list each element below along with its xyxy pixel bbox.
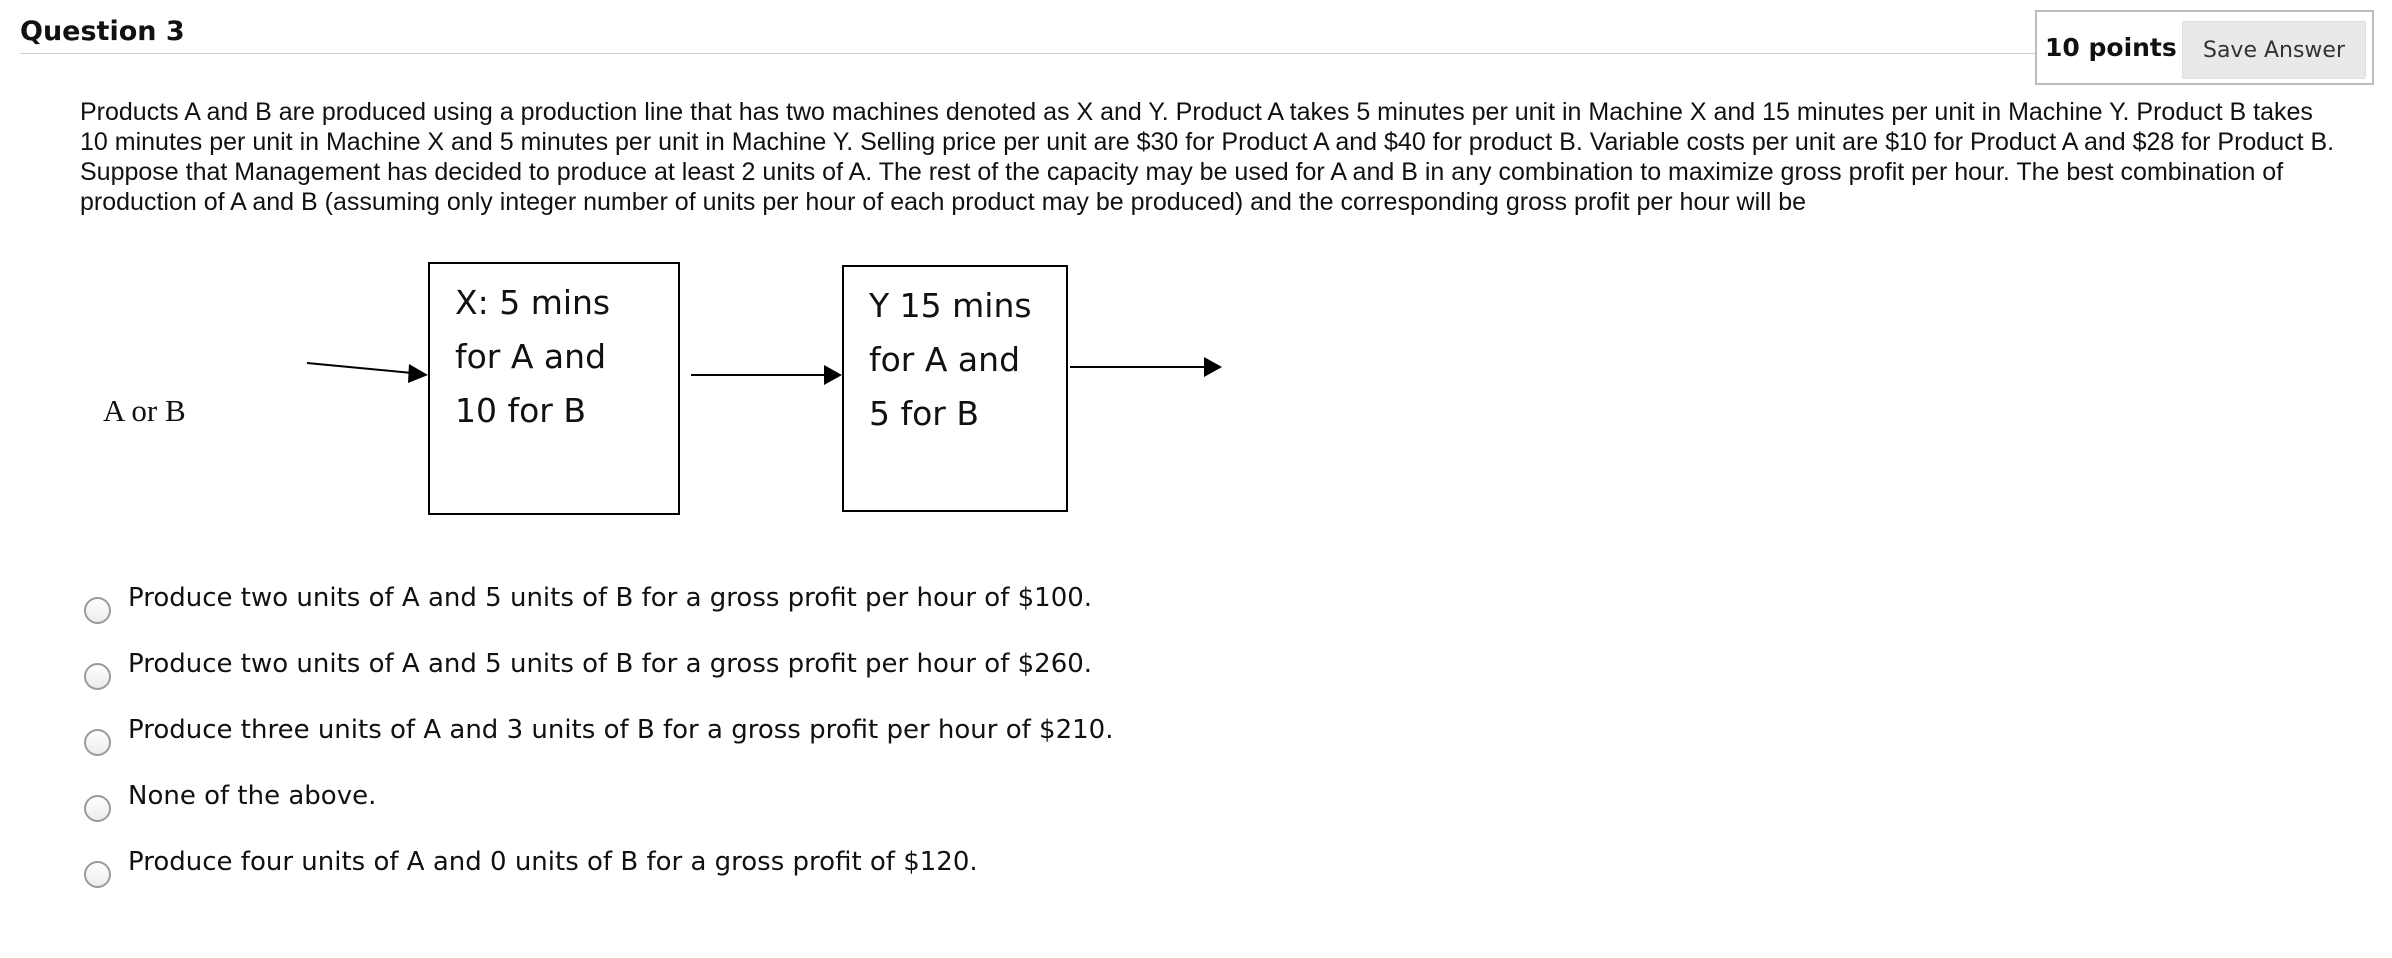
option-5-label[interactable]: Produce four units of A and 0 units of B for a gross profit of $120. bbox=[128, 847, 978, 877]
machine-x-line-1: X: 5 mins bbox=[455, 283, 611, 322]
machine-y-line-2: for A and bbox=[869, 340, 1021, 379]
arrow-output-head bbox=[1204, 357, 1222, 377]
points-label: 10 points bbox=[2045, 33, 2177, 62]
machine-y-box bbox=[842, 265, 1068, 512]
option-3-radio[interactable] bbox=[84, 729, 111, 756]
option-5-radio[interactable] bbox=[84, 861, 111, 888]
option-4-radio[interactable] bbox=[84, 795, 111, 822]
arrow-x-to-y-head bbox=[824, 365, 842, 385]
machine-y-line-3: 5 for B bbox=[869, 394, 979, 433]
machine-x-box bbox=[428, 262, 680, 515]
option-2-radio[interactable] bbox=[84, 663, 111, 690]
option-2-label[interactable]: Produce two units of A and 5 units of B for a gross profit per hour of $260. bbox=[128, 649, 1093, 679]
machine-x-line-3: 10 for B bbox=[455, 391, 586, 430]
question-text: Products A and B are produced using a production line that has two machines denoted as X and Y. Product A takes 5 minutes per unit in Machine X and 15 minutes per unit in Machine Y. Product B takes 10 minutes per unit in Machine X and 5 minutes per unit in Machine Y. Selling price per unit are $30 for Product A and $40 for product B. Variable costs per unit are $10 for Product A and $28 for Product B. Suppose that Management has decided to produce at least 2 units of A. The rest of the capacity may be used for A and B in any combination to maximize gross profit per hour. The best combination of production of A and B (assuming only integer number of units per hour of each product may be produced) and the corresponding gross profit per hour will be bbox=[80, 98, 2335, 216]
machine-x-line-2: for A and bbox=[455, 337, 607, 376]
option-3-label[interactable]: Produce three units of A and 3 units of B for a gross profit per hour of $210. bbox=[128, 715, 1114, 745]
option-1-radio[interactable] bbox=[84, 597, 111, 624]
input-label: A or B bbox=[103, 393, 186, 428]
machine-y-line-1: Y 15 mins bbox=[869, 286, 1032, 325]
arrow-input bbox=[307, 363, 412, 373]
arrow-input-head bbox=[408, 364, 428, 383]
question-title: Question 3 bbox=[20, 16, 185, 47]
save-answer-button[interactable]: Save Answer bbox=[2182, 21, 2366, 79]
option-4-label[interactable]: None of the above. bbox=[128, 781, 377, 811]
option-1-label[interactable]: Produce two units of A and 5 units of B for a gross profit per hour of $100. bbox=[128, 583, 1093, 613]
